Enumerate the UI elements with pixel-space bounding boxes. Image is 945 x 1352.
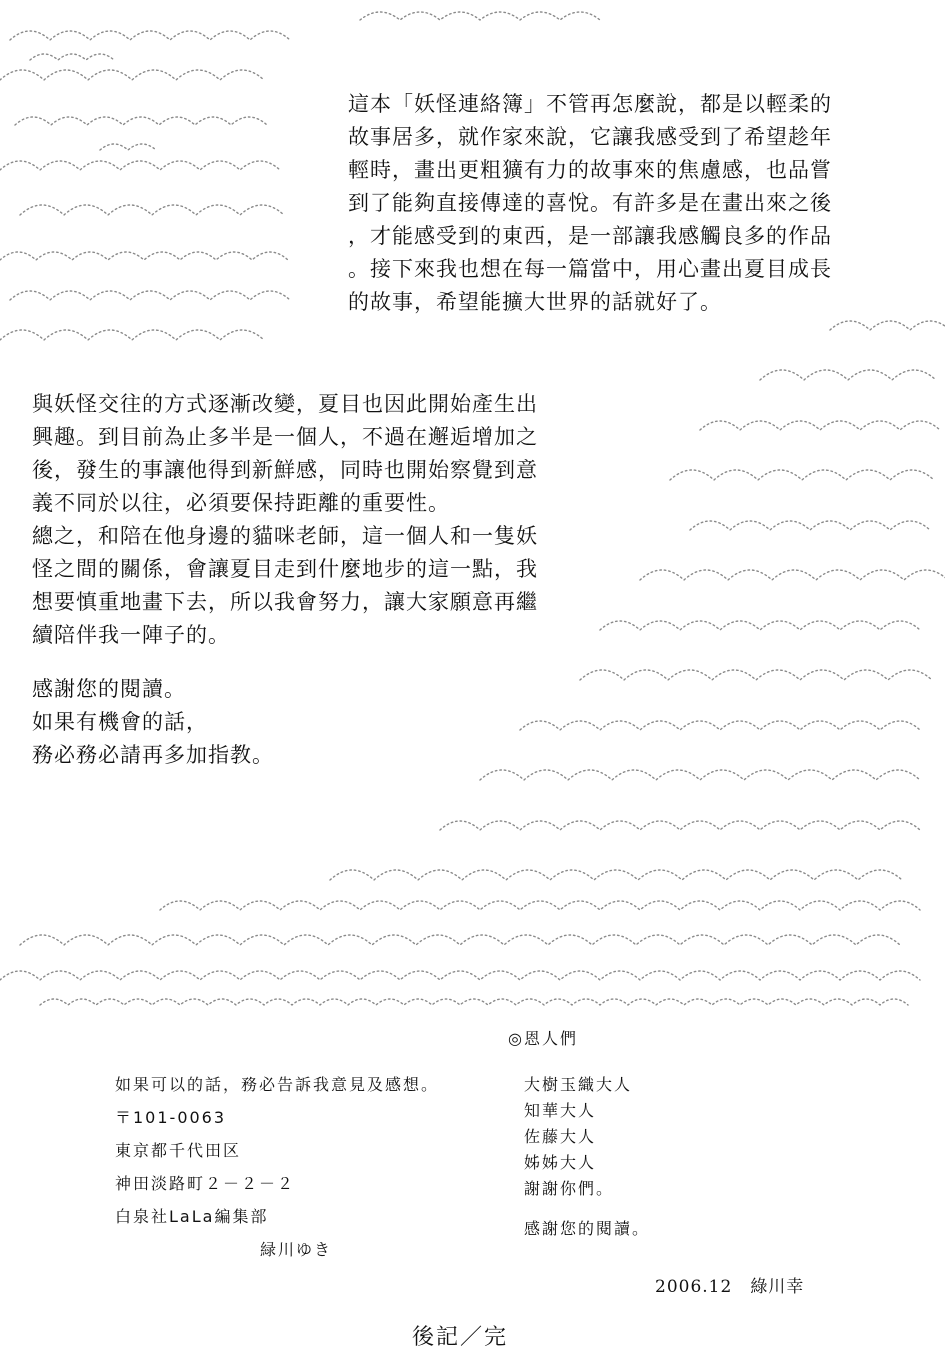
afterword-end-title: 後記／完 <box>412 1325 509 1350</box>
fan-mail-address <box>115 1068 475 1266</box>
cloud-pattern-bottom-band <box>0 870 920 1005</box>
text-line: 後，發生的事讓他得到新鮮感，同時也開始察覺到意 <box>32 458 538 482</box>
thank-you-line: 謝謝你們。 <box>524 1179 615 1198</box>
address-city: 東京都千代田区 <box>115 1141 242 1160</box>
text-line: 如果有機會的話， <box>32 710 208 734</box>
author-name-kana: 緑川ゆき <box>260 1240 333 1259</box>
text-line: 輕時，畫出更粗獷有力的故事來的焦慮感，也品嘗 <box>348 158 832 182</box>
text-line: 總之，和陪在他身邊的貓咪老師，這一個人和一隻妖 <box>32 524 538 548</box>
address-street: 神田淡路町２－２－２ <box>115 1174 296 1193</box>
acknowledged-name: 佐藤大人 <box>524 1127 597 1146</box>
text-line: 興趣。到目前為止多半是一個人，不過在邂逅增加之 <box>32 425 538 449</box>
text-line: 故事居多，就作家來說，它讓我感受到了希望趁年 <box>348 125 832 149</box>
publisher-name: 白泉社LaLa編集部 <box>115 1207 269 1226</box>
text-line: 感謝您的閱讀。 <box>32 677 186 701</box>
acknowledgements-heading: ◎恩人們 <box>508 1029 578 1048</box>
acknowledgements-list <box>508 1022 808 1242</box>
feedback-request: 如果可以的話，務必告訴我意見及感想。 <box>115 1075 440 1094</box>
acknowledged-name: 大樹玉織大人 <box>524 1075 633 1094</box>
signature-date: 2006.12 <box>655 1277 733 1297</box>
text-line: 怪之間的關係，會讓夏目走到什麼地步的這一點，我 <box>32 557 538 581</box>
afterword-paragraph-top <box>348 88 868 319</box>
text-line: 到了能夠直接傳達的喜悅。有許多是在畫出來之後 <box>348 191 832 215</box>
acknowledged-name: 姊姊大人 <box>524 1153 597 1172</box>
afterword-paragraph-thanks <box>32 673 432 772</box>
text-line: ，才能感受到的東西，是一部讓我感觸良多的作品 <box>348 224 832 248</box>
text-line: 想要慎重地畫下去，所以我會努力，讓大家願意再繼 <box>32 590 538 614</box>
spacer <box>508 1202 808 1216</box>
text-line: 這本「妖怪連絡簿」不管再怎麼說，都是以輕柔的 <box>348 92 832 116</box>
afterword-paragraph-middle <box>32 388 572 652</box>
text-line: 續陪伴我一陣子的。 <box>32 623 230 647</box>
acknowledged-name: 知華大人 <box>524 1101 597 1120</box>
text-line: 與妖怪交往的方式逐漸改變，夏目也因此開始產生出 <box>32 392 538 416</box>
signature-author: 綠川幸 <box>750 1277 805 1297</box>
text-line: 。接下來我也想在每一篇當中，用心畫出夏目成長 <box>348 257 832 281</box>
text-line: 義不同於以往，必須要保持距離的重要性。 <box>32 491 450 515</box>
closing-thanks: 感謝您的閱讀。 <box>524 1219 651 1238</box>
postal-code: 〒101-0063 <box>115 1108 227 1127</box>
signature <box>655 1272 822 1297</box>
text-line: 的故事，希望能擴大世界的話就好了。 <box>348 290 722 314</box>
text-line: 務必務必請再多加指教。 <box>32 743 274 767</box>
